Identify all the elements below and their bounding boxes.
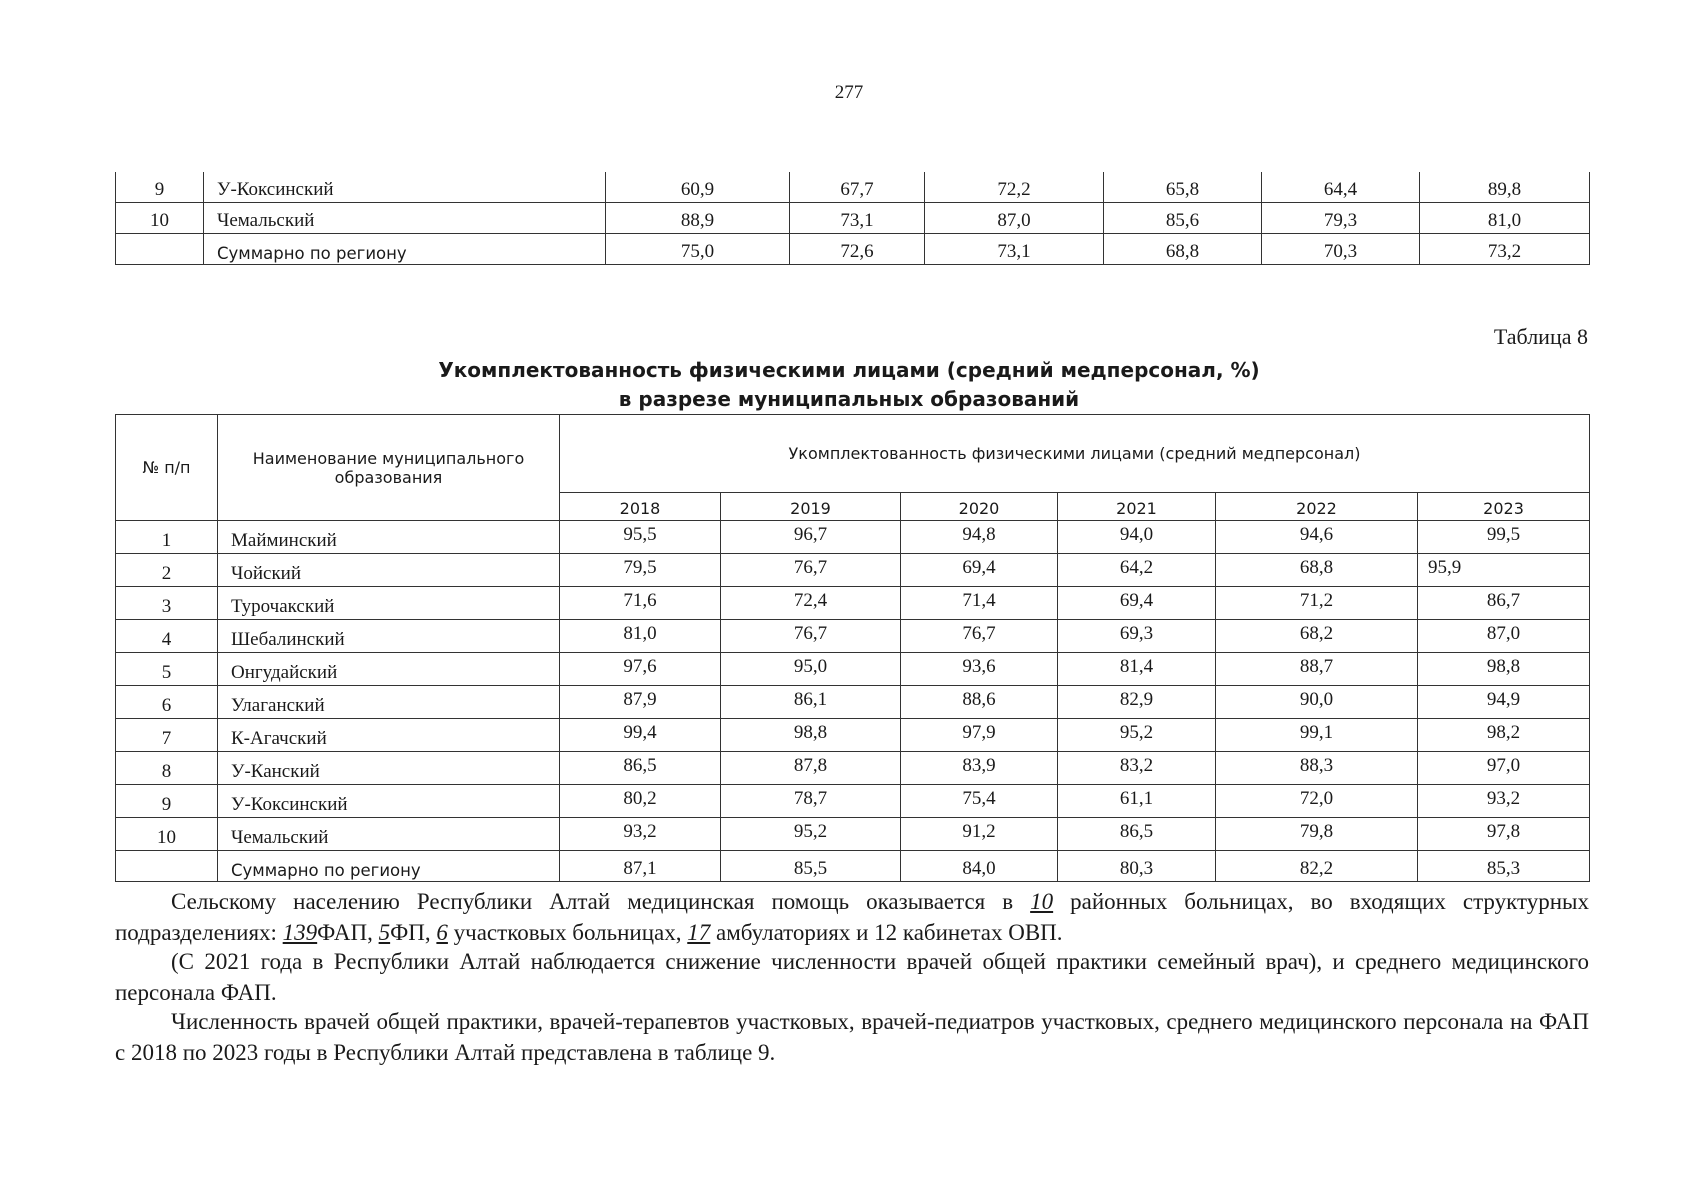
value-cell: 65,8 bbox=[1104, 172, 1262, 203]
value-cell: 72,0 bbox=[1216, 785, 1418, 818]
table-title bbox=[0, 356, 1698, 414]
row-number: 10 bbox=[116, 818, 218, 851]
header-year: 2022 bbox=[1216, 493, 1418, 521]
value-cell: 71,6 bbox=[560, 587, 721, 620]
municipality-name: К-Агачский bbox=[218, 719, 560, 752]
table-row bbox=[116, 818, 1590, 851]
value-cell: 97,9 bbox=[901, 719, 1058, 752]
staffing-table bbox=[115, 414, 1590, 882]
municipality-name: Улаганский bbox=[218, 686, 560, 719]
value-cell: 72,6 bbox=[790, 234, 925, 265]
value-cell: 95,0 bbox=[721, 653, 901, 686]
value-cell: 91,2 bbox=[901, 818, 1058, 851]
value-cell: 94,9 bbox=[1418, 686, 1590, 719]
municipality-name: Майминский bbox=[218, 521, 560, 554]
value-cell: 97,8 bbox=[1418, 818, 1590, 851]
value-cell: 93,2 bbox=[1418, 785, 1590, 818]
row-number: 1 bbox=[116, 521, 218, 554]
municipality-name: Чойский bbox=[218, 554, 560, 587]
value-cell: 76,7 bbox=[721, 554, 901, 587]
value-cell: 89,8 bbox=[1420, 172, 1590, 203]
value-cell: 80,2 bbox=[560, 785, 721, 818]
table-row bbox=[116, 554, 1590, 587]
paragraph-3-text: Численность врачей общей практики, врачей-терапевтов участковых, врачей-педиатров участковых, среднего медицинского персонала на ФАП с 2018 по 2023 годы в Республики Алтай представлена в таблице 9. bbox=[115, 1009, 1589, 1065]
row-number: 7 bbox=[116, 719, 218, 752]
municipality-name: Онгудайский bbox=[218, 653, 560, 686]
value-cell: 75,0 bbox=[606, 234, 790, 265]
value-cell: 84,0 bbox=[901, 851, 1058, 882]
table-row bbox=[116, 587, 1590, 620]
row-number: 9 bbox=[116, 172, 204, 203]
value-cell: 73,1 bbox=[925, 234, 1104, 265]
header-year: 2021 bbox=[1058, 493, 1216, 521]
value-cell: 78,7 bbox=[721, 785, 901, 818]
municipality-name: У-Канский bbox=[218, 752, 560, 785]
value-cell: 97,6 bbox=[560, 653, 721, 686]
value-cell: 82,2 bbox=[1216, 851, 1418, 882]
value-cell: 98,2 bbox=[1418, 719, 1590, 752]
value-cell: 64,4 bbox=[1262, 172, 1420, 203]
header-year: 2020 bbox=[901, 493, 1058, 521]
row-number: 8 bbox=[116, 752, 218, 785]
value-cell: 80,3 bbox=[1058, 851, 1216, 882]
value-cell: 86,5 bbox=[560, 752, 721, 785]
paragraph-3 bbox=[115, 1006, 1589, 1068]
p1-text-a: Сельскому населению Республики Алтай медицинская помощь оказывается в bbox=[171, 889, 1014, 914]
value-cell: 68,8 bbox=[1104, 234, 1262, 265]
value-cell: 87,9 bbox=[560, 686, 721, 719]
paragraph-1 bbox=[115, 886, 1589, 948]
value-cell: 64,2 bbox=[1058, 554, 1216, 587]
value-cell: 98,8 bbox=[721, 719, 901, 752]
value-cell: 88,6 bbox=[901, 686, 1058, 719]
municipality-name: Чемальский bbox=[204, 203, 606, 234]
value-cell: 87,8 bbox=[721, 752, 901, 785]
value-cell: 83,9 bbox=[901, 752, 1058, 785]
value-cell: 94,6 bbox=[1216, 521, 1418, 554]
table-row bbox=[116, 234, 1590, 265]
page-number: 277 bbox=[834, 82, 864, 103]
header-group: Укомплектованность физическими лицами (средний медперсонал) bbox=[560, 415, 1590, 493]
p1-text-d: ФП, bbox=[390, 920, 431, 945]
value-cell: 79,8 bbox=[1216, 818, 1418, 851]
value-cell: 94,8 bbox=[901, 521, 1058, 554]
value-cell: 95,2 bbox=[721, 818, 901, 851]
table-row bbox=[116, 719, 1590, 752]
value-cell: 76,7 bbox=[901, 620, 1058, 653]
value-cell: 98,8 bbox=[1418, 653, 1590, 686]
table-title-line2: в разрезе муниципальных образований bbox=[618, 387, 1080, 411]
row-number bbox=[116, 851, 218, 882]
value-cell: 69,4 bbox=[901, 554, 1058, 587]
value-cell: 68,8 bbox=[1216, 554, 1418, 587]
p1-text-f: амбулаториях и 12 кабинетах ОВП. bbox=[716, 920, 1063, 945]
municipality-name: Шебалинский bbox=[218, 620, 560, 653]
value-cell: 88,3 bbox=[1216, 752, 1418, 785]
value-cell: 93,6 bbox=[901, 653, 1058, 686]
value-cell: 90,0 bbox=[1216, 686, 1418, 719]
value-cell: 73,1 bbox=[790, 203, 925, 234]
value-cell: 85,5 bbox=[721, 851, 901, 882]
header-year: 2019 bbox=[721, 493, 901, 521]
municipality-name: Суммарно по региону bbox=[218, 851, 560, 882]
p1-text-b: районных больницах, во входящих структурных подразделениях: bbox=[115, 889, 1589, 945]
p1-number-ward-hospitals: 6 bbox=[436, 920, 448, 945]
value-cell: 88,7 bbox=[1216, 653, 1418, 686]
municipality-name: Чемальский bbox=[218, 818, 560, 851]
value-cell: 73,2 bbox=[1420, 234, 1590, 265]
value-cell: 76,7 bbox=[721, 620, 901, 653]
municipality-name: У-Коксинский bbox=[204, 172, 606, 203]
value-cell: 79,5 bbox=[560, 554, 721, 587]
value-cell: 82,9 bbox=[1058, 686, 1216, 719]
value-cell: 87,0 bbox=[925, 203, 1104, 234]
value-cell: 75,4 bbox=[901, 785, 1058, 818]
table-row bbox=[116, 653, 1590, 686]
value-cell: 85,6 bbox=[1104, 203, 1262, 234]
table-row bbox=[116, 785, 1590, 818]
row-number: 3 bbox=[116, 587, 218, 620]
row-number bbox=[116, 234, 204, 265]
value-cell: 61,1 bbox=[1058, 785, 1216, 818]
value-cell: 72,4 bbox=[721, 587, 901, 620]
value-cell: 69,4 bbox=[1058, 587, 1216, 620]
value-cell: 81,4 bbox=[1058, 653, 1216, 686]
municipality-name: Суммарно по региону bbox=[204, 234, 606, 265]
value-cell: 86,7 bbox=[1418, 587, 1590, 620]
p1-text-c: ФАП, bbox=[317, 920, 373, 945]
value-cell: 95,9 bbox=[1418, 554, 1590, 587]
value-cell: 81,0 bbox=[1420, 203, 1590, 234]
value-cell: 67,7 bbox=[790, 172, 925, 203]
row-number: 9 bbox=[116, 785, 218, 818]
row-number: 4 bbox=[116, 620, 218, 653]
value-cell: 71,2 bbox=[1216, 587, 1418, 620]
table-row bbox=[116, 686, 1590, 719]
table-row bbox=[116, 172, 1590, 203]
row-number: 6 bbox=[116, 686, 218, 719]
value-cell: 99,4 bbox=[560, 719, 721, 752]
value-cell: 86,1 bbox=[721, 686, 901, 719]
value-cell: 81,0 bbox=[560, 620, 721, 653]
value-cell: 79,3 bbox=[1262, 203, 1420, 234]
row-number: 10 bbox=[116, 203, 204, 234]
table-title-line1: Укомплектованность физическими лицами (средний медперсонал, %) bbox=[438, 358, 1260, 382]
value-cell: 99,5 bbox=[1418, 521, 1590, 554]
row-number: 5 bbox=[116, 653, 218, 686]
header-name: Наименование муниципального образования bbox=[218, 415, 560, 521]
p1-number-fap: 139 bbox=[282, 920, 318, 945]
value-cell: 85,3 bbox=[1418, 851, 1590, 882]
value-cell: 87,0 bbox=[1418, 620, 1590, 653]
table-row bbox=[116, 851, 1590, 882]
top-table-continuation bbox=[115, 172, 1590, 265]
paragraph-2 bbox=[115, 946, 1589, 1008]
header-year: 2018 bbox=[560, 493, 721, 521]
value-cell: 69,3 bbox=[1058, 620, 1216, 653]
value-cell: 95,5 bbox=[560, 521, 721, 554]
table-row bbox=[116, 521, 1590, 554]
p1-number-hospitals: 10 bbox=[1030, 889, 1054, 914]
table-row bbox=[116, 620, 1590, 653]
value-cell: 72,2 bbox=[925, 172, 1104, 203]
p1-text-e: участковых больницах, bbox=[453, 920, 682, 945]
value-cell: 60,9 bbox=[606, 172, 790, 203]
value-cell: 87,1 bbox=[560, 851, 721, 882]
value-cell: 88,9 bbox=[606, 203, 790, 234]
value-cell: 68,2 bbox=[1216, 620, 1418, 653]
paragraph-2-text: (С 2021 года в Республики Алтай наблюдается снижение численности врачей общей практики семейный врач), и среднего медицинского персонала ФАП. bbox=[115, 949, 1589, 1005]
p1-number-ambulatories: 17 bbox=[687, 920, 711, 945]
value-cell: 93,2 bbox=[560, 818, 721, 851]
p1-number-fp: 5 bbox=[378, 920, 391, 945]
table-row bbox=[116, 203, 1590, 234]
value-cell: 71,4 bbox=[901, 587, 1058, 620]
row-number: 2 bbox=[116, 554, 218, 587]
municipality-name: У-Коксинский bbox=[218, 785, 560, 818]
municipality-name: Турочакский bbox=[218, 587, 560, 620]
value-cell: 70,3 bbox=[1262, 234, 1420, 265]
value-cell: 99,1 bbox=[1216, 719, 1418, 752]
value-cell: 83,2 bbox=[1058, 752, 1216, 785]
value-cell: 86,5 bbox=[1058, 818, 1216, 851]
header-year: 2023 bbox=[1418, 493, 1590, 521]
value-cell: 96,7 bbox=[721, 521, 901, 554]
header-num: № п/п bbox=[116, 415, 218, 521]
value-cell: 97,0 bbox=[1418, 752, 1590, 785]
table-label: Таблица 8 bbox=[1493, 324, 1588, 349]
value-cell: 95,2 bbox=[1058, 719, 1216, 752]
table-row bbox=[116, 752, 1590, 785]
value-cell: 94,0 bbox=[1058, 521, 1216, 554]
